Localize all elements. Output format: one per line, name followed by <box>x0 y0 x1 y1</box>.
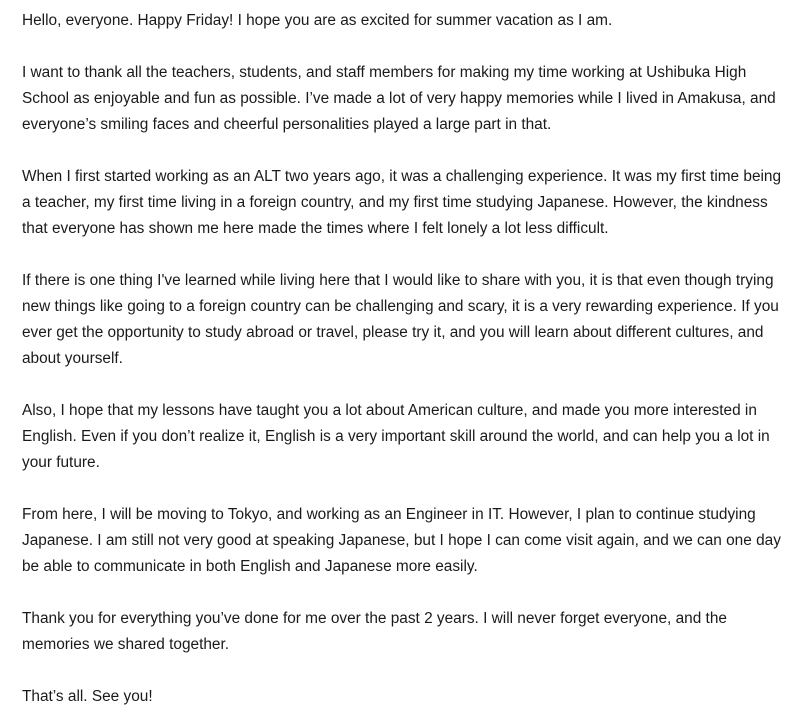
future-plans-paragraph: From here, I will be moving to Tokyo, and working as an Engineer in IT. However, I plan to continue studying Japanese. I am still not very good at speaking Japanese, but I hope I can come visit again, and we can one day be able to communicate in both English and Japanese more easily. <box>22 506 781 575</box>
thanks-paragraph: I want to thank all the teachers, students, and staff members for making my time working at Ushibuka High School as enjoyable and fun as possible. I’ve made a lot of very happy memories while I lived in Amakusa, and everyone’s smiling faces and cheerful personalities played a large part in that. <box>22 64 776 133</box>
advice-paragraph: If there is one thing I've learned while living here that I would like to share with you, it is that even though trying new things like going to a foreign country can be challenging and scary, it is a very rewarding experience. If you ever get the opportunity to study abroad or travel, please try it, and you will learn about different cultures, and about yourself. <box>22 272 779 367</box>
letter-body <box>22 8 790 710</box>
experience-paragraph: When I first started working as an ALT two years ago, it was a challenging experience. It was my first time being a teacher, my first time living in a foreign country, and my first time studying Japanese. However, the kindness that everyone has shown me here made the times where I felt lonely a lot less difficult. <box>22 168 782 237</box>
greeting-paragraph: Hello, everyone. Happy Friday! I hope you are as excited for summer vacation as I am. <box>22 12 613 29</box>
lessons-paragraph: Also, I hope that my lessons have taught you a lot about American culture, and made you more interested in English. Even if you don’t realize it, English is a very important skill around the world, and can help you a lot in your future. <box>22 402 770 471</box>
closing-paragraph: That’s all. See you! <box>22 688 153 705</box>
gratitude-paragraph: Thank you for everything you’ve done for me over the past 2 years. I will never forget everyone, and the memories we shared together. <box>22 610 727 653</box>
